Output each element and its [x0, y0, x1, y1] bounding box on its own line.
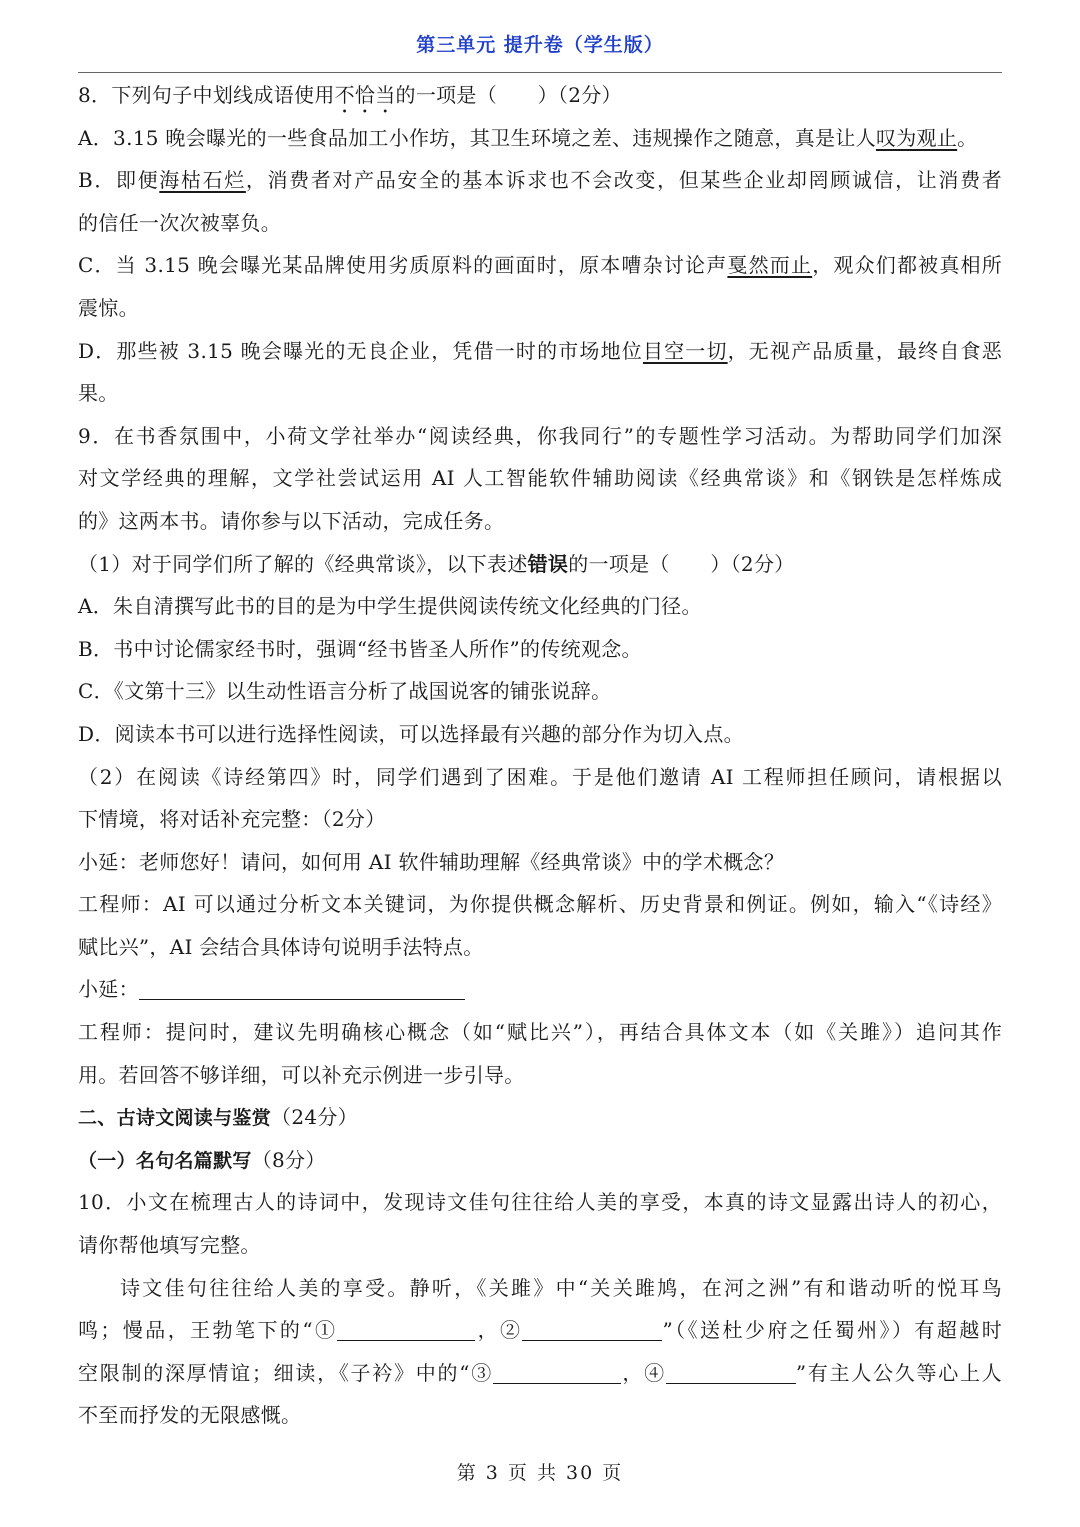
question-8-option-d-cont: 果。	[78, 381, 119, 406]
underlined-idiom: 叹为观止	[875, 125, 958, 150]
question-10-line-2: 请你帮他填写完整。	[78, 1233, 261, 1258]
question-9-intro-line-3: 的》这两本书。请你参与以下活动，完成任务。	[78, 508, 505, 533]
speaker-label: 小延：	[78, 977, 139, 1002]
question-9-intro-line-1: 9．在书香氛围中，小荷文学社举办“阅读经典，你我同行”的专题性学习活动。为帮助同学们加深	[78, 423, 1002, 448]
bold-keyword: 错误	[527, 551, 569, 576]
question-8-option-c	[78, 244, 1002, 287]
dialogue-line-2: 工程师：AI 可以通过分析文本关键词，为你提供概念解析、历史背景和例证。例如，输入“《诗经》	[78, 892, 1002, 917]
question-8-option-c-cont: 震惊。	[78, 295, 139, 320]
dialogue-line-3	[78, 968, 1002, 1011]
question-9-option-d: D．阅读本书可以进行选择性阅读，可以选择最有兴趣的部分作为切入点。	[78, 721, 744, 746]
question-9-option-a: A．朱自清撰写此书的目的是为中学生提供阅读传统文化经典的门径。	[78, 594, 702, 619]
option-text: D．那些被 3.15 晚会曝光的无良企业，凭借一时的市场地位	[78, 338, 643, 363]
option-text: B．即便	[78, 168, 160, 193]
answer-blank[interactable]	[139, 973, 465, 1000]
blank-3[interactable]	[493, 1357, 621, 1384]
option-text-tail: ，消费者对产品安全的基本诉求也不会改变，但某些企业却罔顾诚信，让消费者	[245, 168, 1003, 193]
question-9-intro-line-2: 对文学经典的理解，文学社尝试运用 AI 人工智能软件辅助阅读《经典常谈》和《钢铁是怎样炼成	[78, 466, 1002, 491]
question-10-line-1: 10．小文在梳理古人的诗词中，发现诗文佳句往往给人美的享受，本真的诗文显露出诗人的初心，	[78, 1190, 1002, 1215]
option-text-tail: ，无视产品质量，最终自食恶	[727, 338, 1003, 363]
underlined-idiom: 目空一切	[642, 338, 728, 363]
dialogue-line-1: 小延：老师您好！请问，如何用 AI 软件辅助理解《经典常谈》中的学术概念？	[78, 849, 785, 874]
dialogue-line-2-cont: 赋比兴”，AI 会结合具体诗句说明手法特点。	[78, 934, 484, 959]
option-text-tail: ，观众们都被真相所	[812, 253, 1003, 278]
emphasis-text: 不恰当	[334, 83, 396, 107]
question-8-option-b-cont: 的信任一次次被辜负。	[78, 210, 281, 235]
question-8-option-d	[78, 330, 1002, 373]
section-2-heading	[78, 1096, 1002, 1139]
page-header	[78, 28, 1002, 73]
exam-content	[78, 74, 1002, 1437]
underlined-idiom: 海枯石烂	[159, 168, 246, 193]
page-title: 第三单元 提升卷（学生版）	[416, 34, 664, 56]
passage-text: 鸣；慢品，王勃笔下的“①	[78, 1318, 338, 1343]
passage-text: ”有主人公久等心上人	[795, 1360, 1002, 1385]
passage-text: ，②	[475, 1318, 523, 1343]
blank-4[interactable]	[666, 1357, 796, 1384]
question-9-option-b: B．书中讨论儒家经书时，强调“经书皆圣人所作”的传统观念。	[78, 636, 642, 661]
question-8-option-b	[78, 159, 1002, 202]
question-8-stem-tail: 的一项是（ ）（2分）	[395, 83, 622, 107]
passage-text: 空限制的深厚情谊；细读，《子衿》中的“③	[78, 1360, 493, 1385]
page-footer: 第 3 页 共 30 页	[456, 1462, 624, 1484]
section-title: 二、古诗文阅读与鉴赏	[78, 1107, 272, 1130]
option-text-tail: 。	[957, 125, 978, 150]
question-10-passage-line-3	[78, 1352, 1002, 1395]
passage-text: ”（《送杜少府之任蜀州》）有超越时	[662, 1318, 1002, 1343]
underlined-idiom: 戛然而止	[727, 253, 813, 278]
question-9-part-1-stem	[78, 543, 1002, 586]
question-9-part-2-line-2: 下情境，将对话补充完整：（2分）	[78, 807, 386, 832]
question-10-passage-line-4: 不至而抒发的无限感慨。	[78, 1403, 302, 1428]
option-text: C．当 3.15 晚会曝光某品牌使用劣质原料的画面时，原本嘈杂讨论声	[78, 253, 728, 278]
dialogue-line-4-cont: 用。若回答不够详细，可以补充示例进一步引导。	[78, 1062, 525, 1087]
blank-1[interactable]	[337, 1314, 475, 1341]
question-10-passage-line-2	[78, 1309, 1002, 1352]
question-8-stem	[78, 74, 1002, 117]
part-1-stem-text: （1）对于同学们所了解的《经典常谈》，以下表述	[78, 551, 528, 576]
subsection-score: （8分）	[251, 1147, 326, 1172]
question-8-stem-text: 8．下列句子中划线成语使用	[78, 83, 335, 107]
question-8-option-a	[78, 117, 1002, 160]
option-text: A．3.15 晚会曝光的一些食品加工小作坊，其卫生环境之差、违规操作之随意，真是让人	[78, 125, 876, 150]
passage-text: ，④	[620, 1360, 666, 1385]
section-score: （24分）	[271, 1105, 358, 1130]
subsection-title: （一）名句名篇默写	[78, 1149, 252, 1172]
question-9-option-c: C．《文第十三》以生动性语言分析了战国说客的铺张说辞。	[78, 679, 612, 704]
blank-2[interactable]	[522, 1314, 662, 1341]
question-10-passage-line-1: 诗文佳句往往给人美的享受。静听，《关雎》中“关关雎鸠，在河之洲”有和谐动听的悦耳鸟	[120, 1275, 1002, 1300]
subsection-heading	[78, 1139, 1002, 1182]
question-9-part-2-line-1: （2）在阅读《诗经第四》时，同学们遇到了困难。于是他们邀请 AI 工程师担任顾问，请根据以	[78, 764, 1002, 789]
part-1-stem-tail: 的一项是（ ）（2分）	[568, 551, 795, 576]
dialogue-line-4: 工程师：提问时，建议先明确核心概念（如“赋比兴”），再结合具体文本（如《关雎》）追问其作	[78, 1020, 1002, 1045]
